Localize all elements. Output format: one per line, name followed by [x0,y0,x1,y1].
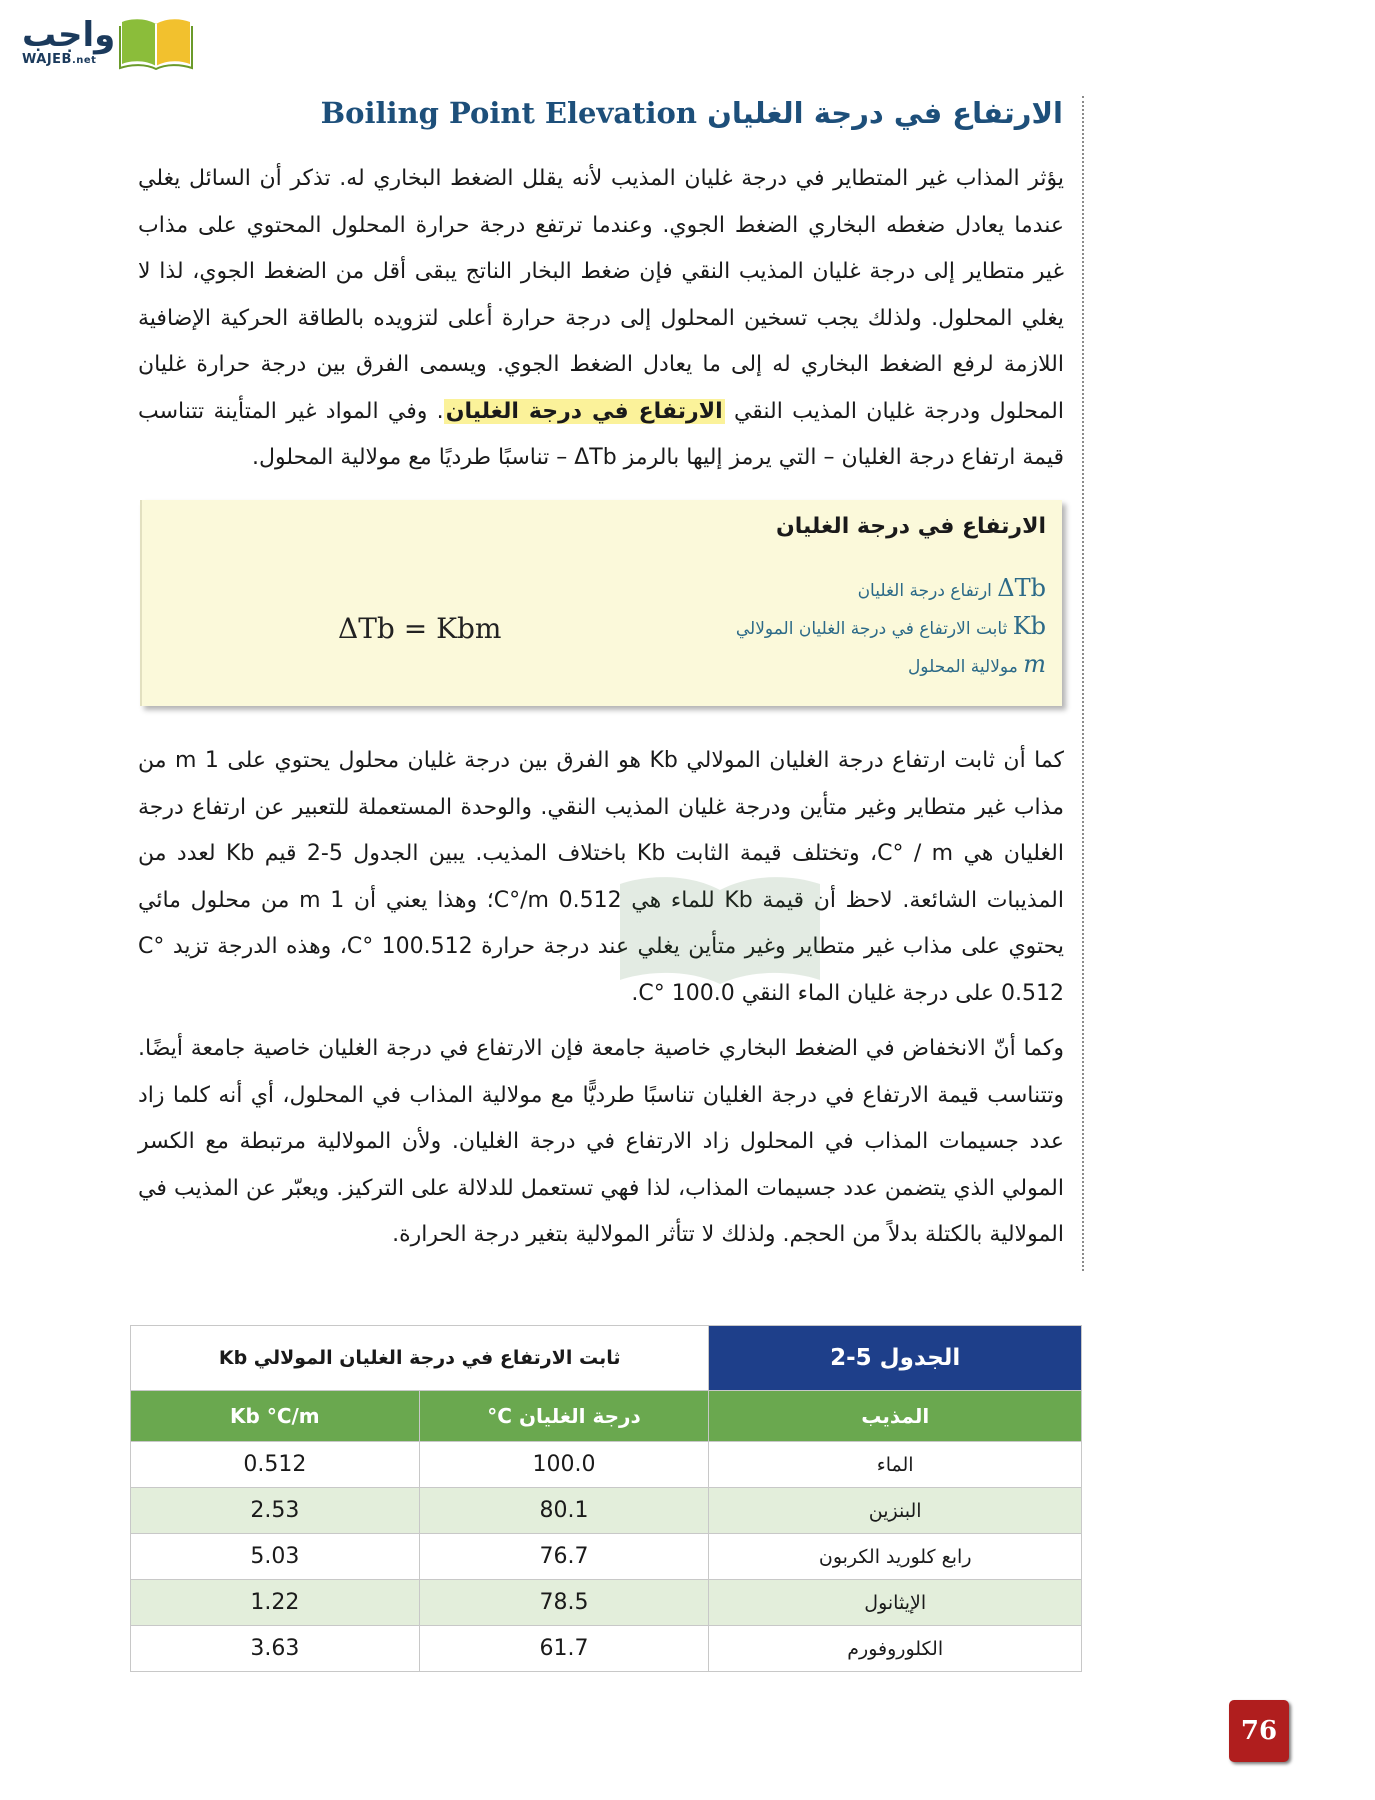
boiling-point: 61.7 [419,1626,709,1672]
margin-rule [1082,96,1084,1271]
boiling-point: 78.5 [419,1580,709,1626]
boiling-point: 80.1 [419,1488,709,1534]
page-number: 76 [1229,1700,1289,1762]
legend-row-kb [736,612,1046,640]
table-title: الجدول 5-2 [709,1326,1082,1391]
solvent-name: الماء [709,1442,1082,1488]
symbol: ΔTb [997,574,1046,602]
paragraph-intro [138,156,1064,482]
boiling-point: 100.0 [419,1442,709,1488]
solvent-name: الإيثانول [709,1580,1082,1626]
paragraph-kb: كما أن ثابت ارتفاع درجة الغليان المولالي Kb هو الفرق بين درجة غليان محلول يحتوي على 1 m من مذاب غير متطاير وغير متأين ودرجة غليان المذيب النقي. والوحدة المستعملة للتعبير عن ارتفاع درجة الغليان هي C° / m، وتختلف قيمة الثابت Kb باختلاف المذيب. يبين الجدول 5-2 قيم Kb لعدد من المذيبات الشائعة. لاحظ أن قيمة Kb للماء هي C°/m 0.512؛ وهذا يعني أن 1 m من محلول مائي يحتوي على مذاب غير متطاير وغير متأين يغلي عند درجة حرارة C° 100.512، وهذه الدرجة تزيد C° 0.512 على درجة غليان الماء النقي C° 100.0. [138,748,1065,1006]
formula: ΔTb = Kbm [338,612,502,645]
kb-value: 1.22 [131,1580,420,1626]
paragraph-colligative: وكما أنّ الانخفاض في الضغط البخاري خاصية جامعة فإن الارتفاع في درجة الغليان خاصية جامعة أيضًا. وتتناسب قيمة الارتفاع في درجة الغليان تناسبًا طرديًّا مع مولالية المذاب في المحلول، أي أنه كلما زاد عدد جسيمات المذاب في المحلول زاد الارتفاع في درجة الغليان. ولأن المولالية مرتبطة مع الكسر المولي الذي يتضمن عدد جسيمات المذاب، لذا فهي تستعمل للدلالة على التركيز. ويعبّر عن المذيب في المولالية بالكتلة بدلاً من الحجم. ولذلك لا تتأثر المولالية بتغير درجة الحرارة. [138,1036,1064,1247]
equation-box-title: الارتفاع في درجة الغليان [776,514,1046,539]
table-row [131,1534,1082,1580]
solvent-name: البنزين [709,1488,1082,1534]
header-solvent: المذيب [709,1391,1082,1442]
highlighted-term: الارتفاع في درجة الغليان [445,398,723,424]
para1-text: يؤثر المذاب غير المتطاير في درجة غليان المذيب لأنه يقلل الضغط البخاري له. تذكر أن السائل يغلي عندما يعادل ضغطه البخاري الضغط الجوي. وعندما ترتفع درجة حرارة المحلول المحتوي على مذاب غير متطاير إلى درجة غليان المذيب النقي فإن ضغط البخار الناتج يبقى أقل من الضغط الجوي، لذا لا يغلي المحلول. ولذلك يجب تسخين المحلول إلى درجة حرارة أعلى لتزويده بالطاقة الحركية الإضافية اللازمة لرفع الضغط البخاري له إلى ما يعادل الضغط الجوي. ويسمى الفرق بين درجة حرارة غليان المحلول ودرجة غليان المذيب النقي [138,166,1064,424]
legend-row-delta-tb [858,574,1046,602]
para1-text-end: . وفي المواد غير المتأينة تتناسب قيمة ارتفاع درجة الغليان – التي يرمز إليها بالرمز ΔTb – تناسبًا طرديًا مع مولالية المحلول. [138,398,1064,470]
wajeb-logo [10,8,190,68]
symbol-label: مولالية المحلول [907,657,1018,677]
heading-english: Boiling Point Elevation [320,96,697,130]
table-row [131,1626,1082,1672]
kb-value: 3.63 [131,1626,420,1672]
boiling-point: 76.7 [419,1534,709,1580]
book-icon [118,14,194,70]
header-boiling-point: درجة الغليان C° [419,1391,709,1442]
table-row [131,1580,1082,1626]
logo-latin: WAJEB.net [22,52,97,67]
kb-value: 5.03 [131,1534,420,1580]
legend-row-m [908,650,1046,678]
equation-box [140,500,1062,706]
symbol: m [1023,650,1046,678]
heading-arabic: الارتفاع في درجة الغليان [707,96,1063,130]
kb-table [130,1325,1082,1672]
section-heading [321,96,1063,130]
solvent-name: رابع كلوريد الكربون [709,1534,1082,1580]
kb-value: 2.53 [131,1488,420,1534]
table-caption: ثابت الارتفاع في درجة الغليان المولالي Kb [131,1326,709,1391]
header-kb: Kb °C/m [131,1391,420,1442]
table-row [131,1488,1082,1534]
symbol: Kb [1012,612,1046,640]
logo-arabic: واجب [22,15,116,55]
table-row [131,1442,1082,1488]
symbol-label: ارتفاع درجة الغليان [857,581,992,601]
symbol-label: ثابت الارتفاع في درجة الغليان المولالي [735,619,1008,639]
kb-value: 0.512 [131,1442,420,1488]
solvent-name: الكلوروفورم [709,1626,1082,1672]
